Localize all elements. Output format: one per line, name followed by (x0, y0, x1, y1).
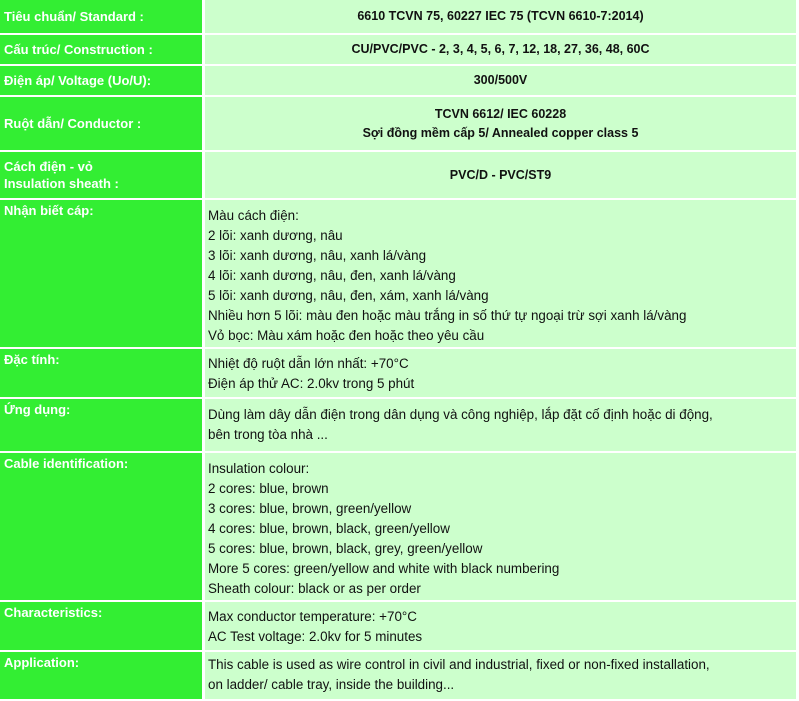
voltage-label-text: Điện áp/ Voltage (Uo/U): (4, 73, 152, 88)
list-item: 4 lõi: xanh dương, nâu, đen, xanh lá/vàng (208, 268, 456, 283)
construction-value (205, 35, 796, 64)
list-item: 3 cores: blue, brown, green/yellow (208, 501, 412, 516)
row-voltage (0, 66, 799, 95)
list-item: bên trong tòa nhà ... (208, 427, 328, 442)
list-item: Vỏ bọc: Màu xám hoặc đen hoặc theo yêu cầu (208, 328, 485, 343)
row-insulation-sheath (0, 152, 799, 198)
list-item: 5 cores: blue, brown, black, grey, green/yellow (208, 541, 483, 556)
cable-identification-en-value (205, 453, 796, 600)
insulation-label-en: Insulation sheath : (4, 176, 119, 191)
characteristics-en-label-text: Characteristics: (4, 605, 103, 620)
row-cable-identification-en (0, 453, 799, 600)
application-en-value (205, 652, 796, 699)
application-en-label-text: Application: (4, 655, 80, 670)
row-cable-identification-vi (0, 200, 799, 347)
list-item: Nhiệt độ ruột dẫn lớn nhất: +70°C (208, 356, 409, 371)
standard-label (0, 0, 202, 33)
row-characteristics-en (0, 602, 799, 650)
list-item: Insulation colour: (208, 461, 310, 476)
conductor-label-text: Ruột dẫn/ Conductor : (4, 116, 142, 131)
conductor-class-text: Sợi đồng mềm cấp 5/ Annealed copper class 5 (362, 125, 639, 140)
insulation-sheath-value-text: PVC/D - PVC/ST9 (449, 167, 552, 182)
characteristics-en-value (205, 602, 796, 650)
cable-identification-vi-label (0, 200, 202, 347)
characteristics-vi-label-text: Đặc tính: (4, 352, 60, 367)
insulation-label-vi: Cách điện - vỏ (4, 159, 93, 174)
voltage-value-text: 300/500V (473, 73, 528, 87)
construction-label (0, 35, 202, 64)
characteristics-en-label (0, 602, 202, 650)
conductor-label (0, 97, 202, 150)
list-item: 3 lõi: xanh dương, nâu, xanh lá/vàng (208, 248, 427, 263)
row-construction (0, 35, 799, 64)
list-item: Nhiều hơn 5 lõi: màu đen hoặc màu trắng in số thứ tự ngoại trừ sợi xanh lá/vàng (208, 308, 687, 323)
cable-identification-en-label-text: Cable identification: (4, 456, 129, 471)
conductor-value (205, 97, 796, 150)
standard-value-text: 6610 TCVN 75, 60227 IEC 75 (TCVN 6610-7:2014) (357, 9, 644, 23)
voltage-value (205, 66, 796, 95)
row-standard (0, 0, 799, 33)
application-vi-value (205, 399, 796, 451)
list-item: Sheath colour: black or as per order (208, 581, 421, 596)
application-vi-label-text: Ứng dụng: (4, 402, 71, 417)
insulation-sheath-label (0, 152, 202, 198)
application-vi-label (0, 399, 202, 451)
list-item: AC Test voltage: 2.0kv for 5 minutes (208, 629, 423, 644)
cable-identification-vi-label-text: Nhận biết cáp: (4, 203, 94, 218)
list-item: Dùng làm dây dẫn điện trong dân dụng và công nghiệp, lắp đặt cố định hoặc di động, (208, 407, 713, 422)
characteristics-vi-value (205, 349, 796, 397)
list-item: 2 lõi: xanh dương, nâu (208, 228, 343, 243)
row-conductor (0, 97, 799, 150)
construction-label-text: Cấu trúc/ Construction : (4, 42, 153, 57)
standard-label-text: Tiêu chuẩn/ Standard : (4, 9, 144, 24)
insulation-sheath-value (205, 152, 796, 198)
list-item: on ladder/ cable tray, inside the building... (208, 677, 455, 692)
list-item: 4 cores: blue, brown, black, green/yellow (208, 521, 450, 536)
conductor-standard-text: TCVN 6612/ IEC 60228 (434, 106, 567, 121)
characteristics-vi-label (0, 349, 202, 397)
list-item: Điện áp thử AC: 2.0kv trong 5 phút (208, 376, 415, 391)
cable-identification-en-label (0, 453, 202, 600)
row-characteristics-vi (0, 349, 799, 397)
cable-identification-vi-value (205, 200, 796, 347)
standard-value (205, 0, 796, 33)
list-item: This cable is used as wire control in civil and industrial, fixed or non-fixed installation, (208, 657, 710, 672)
row-application-vi (0, 399, 799, 451)
list-item: More 5 cores: green/yellow and white with black numbering (208, 561, 560, 576)
list-item: Màu cách điện: (208, 208, 299, 223)
application-en-label (0, 652, 202, 699)
list-item: 2 cores: blue, brown (208, 481, 329, 496)
voltage-label (0, 66, 202, 95)
list-item: 5 lõi: xanh dương, nâu, đen, xám, xanh lá/vàng (208, 288, 489, 303)
list-item: Max conductor temperature: +70°C (208, 609, 417, 624)
row-application-en (0, 652, 799, 699)
construction-value-text: CU/PVC/PVC - 2, 3, 4, 5, 6, 7, 12, 18, 27, 36, 48, 60C (351, 42, 650, 56)
